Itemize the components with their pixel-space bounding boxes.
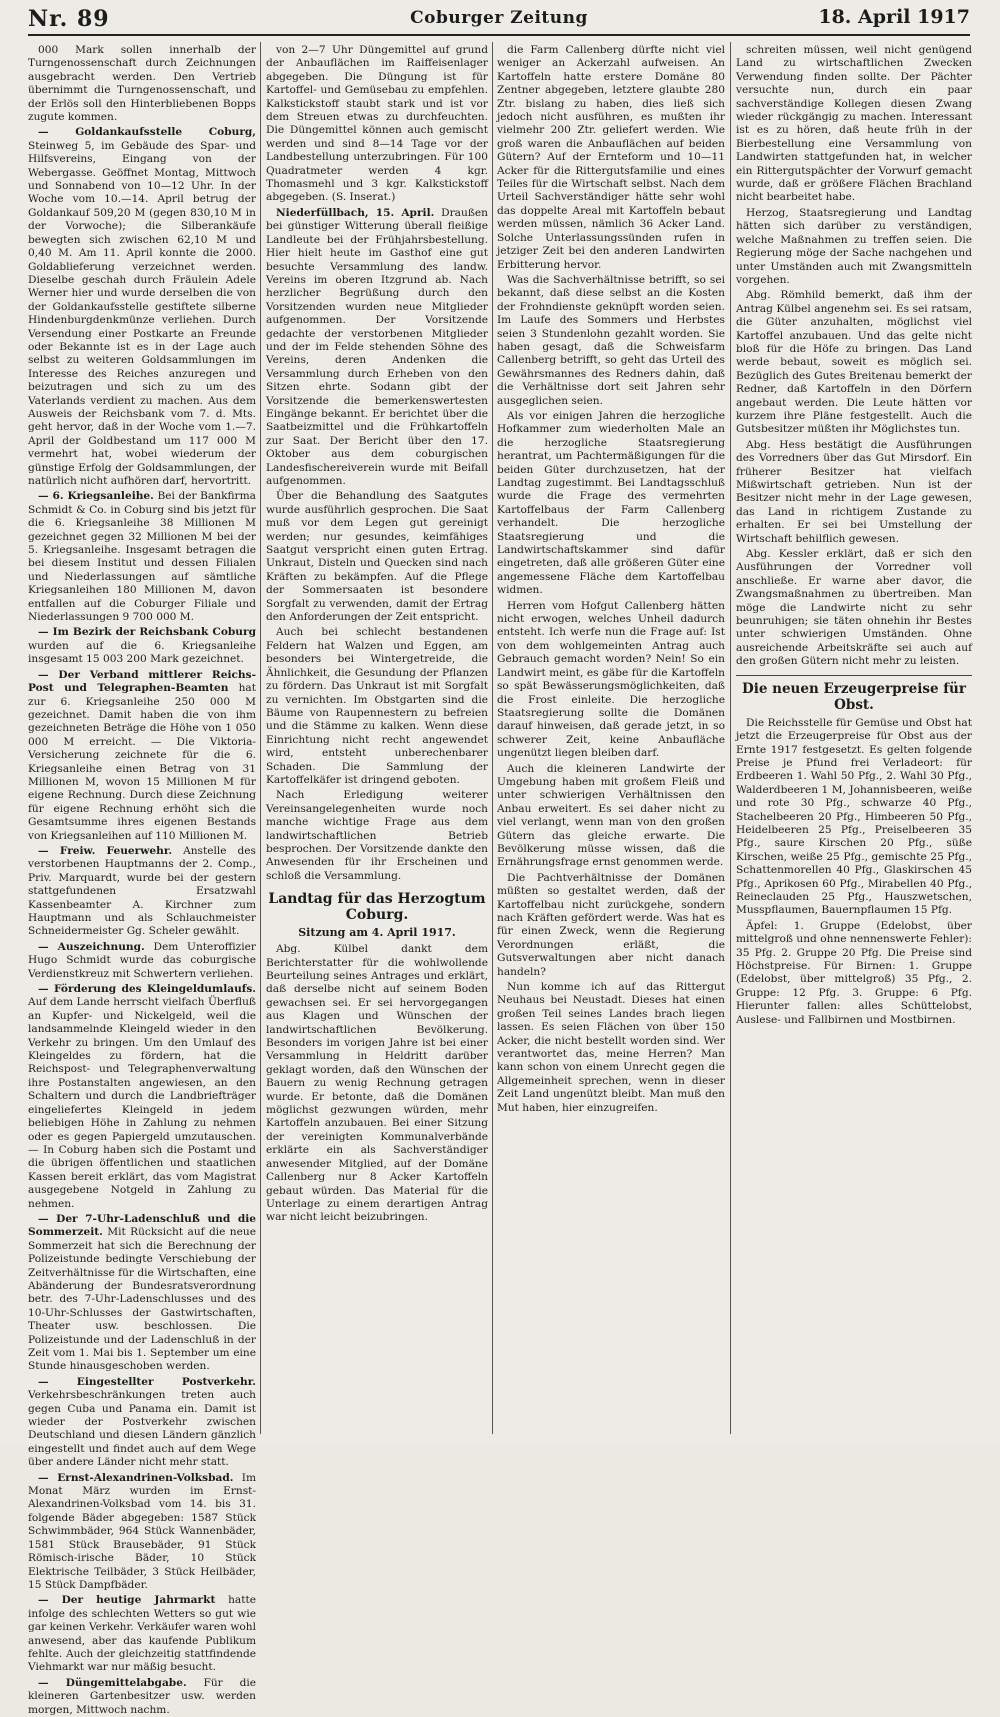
article-paragraph (266, 207, 488, 489)
article-text: Was die Sachverhältnisse betrifft, so sei bekannt, daß diese selbst an die Kosten der Frohndienste geknüpft worden seien. Im Laufe des Sommers und Herbstes seien 3 Stundenlohn gezahlt worden. Sie haben gesagt, daß die Schweisfarm Callenberg betrifft, so geht das Urteil des Gewährsmannes des Redners dahin, daß die Verhältnisse dort seit Jahren sehr ausgeglichen seien. (497, 273, 725, 407)
article-paragraph (497, 763, 725, 870)
masthead-rule (28, 34, 970, 36)
article-text: 000 Mark sollen innerhalb der Turngenossenschaft durch Zeichnungen ausgebracht werden. Den Vertrieb übernimmt die Turngenossenschaft, und der Erlös soll den Hinterbliebenen Bopps zugute kommen. (28, 44, 256, 124)
article-text: Abg. Kessler erklärt, daß er sich den Ausführungen der Vorredner voll anschließe. Er warne aber davor, die Zwangsmaßnahmen zu übertreiben. Man möge die Landwirte nicht zu sehr beunruhigen; sie täten ohnehin ihr Bestes unter schwierigen Umständen. Ohne ausreichende Arbeitskräfte sei auch auf den großen Gütern nicht mehr zu leisten. (736, 548, 972, 668)
article-paragraph (497, 872, 725, 979)
article-paragraph (28, 44, 256, 124)
newspaper-title: Coburger Zeitung (410, 8, 588, 28)
article-paragraph (28, 1594, 256, 1674)
article-heading: Niederfüllbach, 15. April. (276, 206, 435, 219)
article-heading: — Im Bezirk der Reichsbank Coburg (38, 626, 256, 639)
article-text: Herren vom Hofgut Callenberg hätten nicht erwogen, welches Unheil dadurch entsteht. Ich werfe nun die Frage auf: Ist von dem wohlgemeinten Antrag auch Gebrauch gemacht worden? Nein! So ein Landwirt meint, es gäbe für die Kartoffeln so spät Bewässerungsmöglichkeiten, daß die Frost einleite. Die herzogliche Staatsregierung sollte die Domänen darauf hinweisen, daß gerade jetzt, in so schwerer Zeit, keine Anbaufläche ungenützt liegen bleiben darf. (497, 599, 725, 760)
landtag-subheadline: Sitzung am 4. April 1917. (298, 926, 456, 940)
article-text: Auch bei schlecht bestandenen Feldern hat Walzen und Eggen, am besonders bei Wintergetreide, die Ähnlichkeit, die Gesundung der Pflanzen zu fördern. Das Unkraut ist mit Sorgfalt zu vernichten. Im Obstgarten sind die Bäume von Raupennestern zu befreien und die Stämme zu kalken. Wenn diese Einrichtung nicht recht angewendet wird, entsteht unberechenbarer Schaden. Die Sammlung der Kartoffelkäfer ist dringend geboten. (266, 626, 488, 786)
article-paragraph (28, 1376, 256, 1470)
column-3 (497, 44, 725, 1432)
article-text: Herzog, Staatsregierung und Landtag hätten sich darüber zu verständigen, welche Maßnahmen zu treffen seien. Die Regierung möge der Sache nachgehen und unter Umständen auch mit Zwangsmitteln vorgehen. (736, 206, 972, 286)
article-paragraph (736, 439, 972, 546)
article-text: Auch die kleineren Landwirte der Umgebung haben mit großem Fleiß und unter schwierigen Verhältnissen den Anbau erweitert. Es sei daher nicht zu viel verlangt, wenn man von den großen Gütern das gleiche erwarte. Die Bevölkerung müsse wissen, daß die Ernährungsfrage ernst genommen werde. (497, 762, 725, 869)
article-paragraph (28, 1677, 256, 1717)
article-text: Als vor einigen Jahren die herzogliche Hofkammer zum wiederholten Male an die herzogliche Staatsregierung herantrat, um Pachtermäßigungen für die beiden Güter durchzusetzen, hat der Landtag zugestimmt. Bei Landtagsschluß wurde die Frage des vermehrten Kartoffelbaus der Farm Callenberg verhandelt. Die herzogliche Staatsregierung und die Landwirtschaftskammer sind dafür eingetreten, daß alle größeren Güter eine angemessene Fläche dem Kartoffelbau widmen. (497, 409, 725, 597)
article-paragraph (736, 44, 972, 205)
article-heading: — 6. Kriegsanleihe. (38, 490, 154, 503)
article-paragraph (266, 943, 488, 1225)
column-divider (260, 42, 261, 1434)
article-text: hat zur 6. Kriegsanleihe 250 000 M gezeichnet. Damit haben die von ihm gezeichneten Beträge die Höhe von 1 050 000 M erreicht. — Die Viktoria-Versicherung zeichnete für die 6. Kriegsanleihe einen Betrag von 31 Millionen M, wovon 15 Millionen M für eigene Rechnung. Durch diese Zeichnung für eigene Rechnung erhöht sich die Gesamtsumme ihres eigenen Bestands von Kriegsanleihen auf 110 Millionen M. (28, 682, 256, 842)
issue-date: 18. April 1917 (818, 6, 970, 28)
article-text: schreiten müssen, weil nicht genügend Land zu wirtschaftlichen Zwecken Verwendung finden sollte. Der Pächter versuchte nun, durch ein paar sachverständige Kollegen diesen Zwang wieder rückgängig zu machen. Interessant ist es zu hören, daß heute früh in der Bierbestellung eine Versammlung von Landwirten stattgefunden hat, in welcher ein Rittergutspächter der Vorwurf gemacht wurde, daß er größere Flächen Brachland nicht bearbeitet habe. (736, 44, 972, 204)
article-paragraph (497, 274, 725, 408)
article-paragraph (736, 207, 972, 287)
article-heading: — Düngemittelabgabe. (38, 1676, 187, 1689)
column-4-articles (736, 44, 972, 669)
landtag-headline: Landtag für das Herzogtum Coburg. (268, 891, 486, 924)
article-text: Abg. Römhild bemerkt, daß ihm der Antrag Külbel angenehm sei. Es sei ratsam, die Güter anzuhalten, möglichst viel Kartoffel anzubauen. Und das gelte nicht bloß für die Höfe zu bringen. Das Land werde bebaut, soweit es möglich sei. Bezüglich des Gutes Breitenau bemerkt der Redner, daß Kartoffeln in den Dörfern angebaut werden. Die Leute hätten vor kurzem ihre Pläne festgestellt. Auch die Gutsbesitzer müßten ihr Möglichstes tun. (736, 289, 972, 436)
article-text: Für die kleineren Gartenbesitzer usw. werden morgen, Mittwoch nachm. (28, 1676, 257, 1716)
column-divider (730, 42, 731, 1434)
column-4 (736, 44, 972, 1432)
article-paragraph (28, 845, 256, 939)
article-heading: — Der Verband mittlerer Reichs-Post und Telegraphen-Beamten (28, 668, 256, 695)
article-paragraph (497, 44, 725, 272)
article-paragraph (497, 981, 725, 1115)
article-paragraph (266, 490, 488, 624)
article-paragraph (28, 941, 256, 981)
article-text: Abg. Hess bestätigt die Ausführungen des Vorredners über das Gut Mirsdorf. Ein früherer Besitzer hat vielfach Mißwirtschaft getrieben. Nun ist der Besitzer nicht mehr in der Lage gewesen, das Land in richtigem Zustande zu erhalten. Er sei bei Umstellung der Wirtschaft behilflich gewesen. (736, 438, 972, 545)
issue-number: Nr. 89 (28, 6, 110, 32)
article-paragraph (266, 44, 488, 205)
article-paragraph (28, 983, 256, 1211)
landtag-report (266, 943, 488, 1225)
article-heading: — Freiw. Feuerwehr. (38, 844, 173, 857)
article-heading: — Auszeichnung. (38, 940, 145, 953)
article-paragraph (28, 1472, 256, 1593)
article-text: Mit Rücksicht auf die neue Sommerzeit hat sich die Berechnung der Polizeistunde bedingte Verschiebung der Zeitverhältnisse für die Wirtschaften, eine Abänderung der Bundesratsverordnung betr. des 7-Uhr-Ladenschlusses und des 10-Uhr-Schlusses der Gastwirtschaften, Theater usw. beschlossen. Die Polizeistunde und der Ladenschluß in der Zeit vom 1. Mai bis 1. September um eine Stunde hinausgeschoben werden. (28, 1226, 256, 1373)
article-paragraph (736, 548, 972, 669)
article-text: Bei der Bankfirma Schmidt & Co. in Coburg sind bis jetzt für die 6. Kriegsanleihe 38 Millionen M gezeichnet gegen 32 Millionen M bei der 5. Kriegsanleihe. Insgesamt betragen die bei diesem Institut und dessen Filialen und Niederlassungen auf sämtliche Kriegsanleihen 180 Millionen M, davon entfallen auf die Coburger Filiale und Niederlassungen 9 700 000 M. (28, 490, 256, 624)
article-text: Verkehrsbeschränkungen treten auch gegen Cuba und Panama ein. Damit ist wieder der Postverkehr zwischen Deutschland und diesen Ländern gänzlich eingestellt und findet auch auf dem Wege über andere Länder nicht mehr statt. (28, 1389, 256, 1469)
article-text: Nach Erledigung weiterer Vereinsangelegenheiten wurde noch manche wichtige Frage aus dem landwirtschaftlichen Betrieb besprochen. Der Vorsitzende dankte den Anwesenden für ihr Erscheinen und schloß die Versammlung. (266, 789, 488, 882)
article-paragraph (28, 1213, 256, 1374)
column-2-articles (266, 44, 488, 883)
article-text: Die Reichsstelle für Gemüse und Obst hat jetzt die Erzeugerpreise für Obst aus der Ernte 1917 festgesetzt. Es gelten folgende Preise je Pfund frei Verladeort: für Erdbeeren 1. Wahl 50 Pfg., 2. Wahl 30 Pfg., Walderdbeeren 1 M, Johannisbeeren, weiße und rote 30 Pfg., schwarze 40 Pfg., Stachelbeeren 20 Pfg., Himbeeren 50 Pfg., Heidelbeeren 25 Pfg., Preiselbeeren 35 Pfg., saure Kirschen 20 Pfg., süße Kirschen, weiße 25 Pfg., gemischte 25 Pfg., Schattenmorellen 40 Pfg., Glaskirschen 45 Pfg., Aprikosen 60 Pfg., Mirabellen 40 Pfg., Reineclauden 25 Pfg., Hauszwetschen, Musspflaumen, Bauernpflaumen 15 Pfg. (736, 716, 972, 917)
article-text: Die Pachtverhältnisse der Domänen müßten so gestaltet werden, daß der Kartoffelbau nicht zurückgehe, sondern nach Kräften gefördert werde. Was hat es für einen Zweck, wenn die Regierung Verordnungen erläßt, die Gutsverwaltungen aber nicht danach handeln? (497, 871, 725, 978)
column-divider (492, 42, 493, 1434)
article-text: Steinweg 5, im Gebäude des Spar- und Hilfsvereins, Eingang von der Webergasse. Geöffnet Montag, Mittwoch und Sonnabend von 10—12 Uhr. In der Woche vom 10.—14. April betrug der Goldankauf 509,20 M (gegen 830,10 M in der Vorwoche); die Silberankäufe bewegten sich zwischen 62,10 M und 0,40 M. Am 11. April konnte die 2000. Goldablieferung verzeichnet werden. Dieselbe geschah durch Fräulein Adele Werner hier und wurde derselben die von der Goldankaufsstelle gestiftete silberne Hindenburgdenkmünze verliehen. Durch Versendung einer Postkarte an Freunde oder Bekannte ist es in der Lage auch selbst zu weiteren Goldsammlungen im Interesse des Reiches anzuregen und beizutragen und sich zu um des Vaterlands verdient zu machen. Aus dem Ausweis der Reichsbank vom 7. d. Mts. geht hervor, daß in der Woche vom 1.—7. April der Goldbestand um 117 000 M vermehrt hat, wobei wiederum der günstige Erfolg der Goldsammlungen, der natürlich nicht aufhören darf, hervortritt. (28, 139, 256, 487)
article-text: hatte infolge des schlechten Wetters so gut wie gar keinen Verkehr. Verkäufer waren wohl anwesend, aber das kaufende Publikum fehlte. Auch der gleichzeitig stattfindende Viehmarkt war nur mäßig besucht. (28, 1594, 256, 1674)
article-heading: — Förderung des Kleingeldumlaufs. (38, 983, 256, 996)
article-paragraph (736, 717, 972, 918)
article-text: Äpfel: 1. Gruppe (Edelobst, über mittelgroß und ohne nennenswerte Fehler): 35 Pfg. 2. Gruppe 20 Pfg. Die Preise sind Höchstpreise. Für Birnen: 1. Gruppe (Edelobst, über mittelgroß) 35 Pfg., 2. Gruppe: 12 Pfg. 3. Gruppe: 6 Pfg. Hierunter fallen: alles Schüttelobst, Auslese- und Fallbirnen und Mostbirnen. (736, 919, 972, 1026)
article-text: Auf dem Lande herrscht vielfach Überfluß an Kupfer- und Nickelgeld, weil die landsammelnde Kleingeld wieder in den Verkehr zu bringen. Um den Umlauf des Kleingeldes zu fördern, hat die Reichspost- und Telegraphenverwaltung ihre Postanstalten angewiesen, an den Schaltern und durch die Landbriefträger eingeliefertes Kleingeld in jedem beliebigen Höhe in Zahlung zu nehmen oder es gegen Papiergeld umzutauschen. — In Coburg haben sich die Postamt und die übrigen öffentlichen und staatlichen Kassen bereit erklärt, das vom Magistrat ausgegebene Notgeld in Zahlung zu nehmen. (28, 996, 256, 1210)
article-heading: — Eingestellter Postverkehr. (38, 1375, 256, 1388)
erzeugerpreise-headline: Die neuen Erzeugerpreise für Obst. (736, 675, 972, 713)
article-paragraph (266, 626, 488, 787)
article-paragraph (497, 600, 725, 761)
article-heading: — Ernst-Alexandrinen-Volksbad. (38, 1471, 234, 1484)
article-heading: — Goldankaufsstelle Coburg, (38, 126, 256, 139)
article-paragraph (28, 626, 256, 666)
masthead (28, 0, 970, 30)
article-paragraph (736, 920, 972, 1027)
article-paragraph (28, 669, 256, 843)
article-paragraph (28, 126, 256, 488)
article-text: Im Monat März wurden im Ernst-Alexandrinen-Volksbad vom 14. bis 31. folgende Bäder abgegeben: 1587 Stück Schwimmbäder, 964 Stück Wannenbäder, 1581 Stück Brausebäder, 91 Stück Römisch-irische Bäder, 10 Stück Elektrische Teilbäder, 3 Stück Heilbäder, 15 Stück Dampfbäder. (28, 1471, 256, 1591)
column-1 (28, 44, 257, 1716)
article-paragraph (28, 490, 256, 624)
article-text: die Farm Callenberg dürfte nicht viel weniger an Ackerzahl aufweisen. An Kartoffeln hatte erstere Domäne 80 Zentner abgegeben, letztere glaubte 280 Ztr. bislang zu haben, dies ließ sich jedoch nicht ausführen, es mußten ihr vielmehr 200 Ztr. geliefert werden. Wie groß waren die Anbauflächen auf beiden Gütern? Auf der Ernteform und 10—11 Acker für die Rittergutsfamilie und eines Teiles für die Wirtschaft selbst. Nach dem Urteil Sachverständiger hätte sehr wohl das doppelte Areal mit Kartoffeln bebaut werden müssen, nämlich 36 Acker Land. Solche Unterlassungssünden rufen in jetziger Zeit bei den anderen Landwirten Erbitterung hervor. (497, 44, 725, 271)
article-text: Dem Unteroffizier Hugo Schmidt wurde das coburgische Verdienstkreuz mit Schwertern verliehen. (28, 940, 256, 980)
article-paragraph (736, 289, 972, 436)
article-text: Abg. Külbel dankt dem Berichterstatter für die wohlwollende Beurteilung seines Antrages und erklärt, daß derselbe nicht auf seinem Boden gewachsen sei. Er sei hervorgegangen aus Klagen und Wünschen der landwirtschaftlichen Bevölkerung. Besonders im vorigen Jahre ist bei einer Versammlung in Heldritt darüber geklagt worden, daß den Wünschen der Bauern zu wenig Rechnung getragen wurde. Er betonte, daß die Domänen möglichst gezwungen würden, mehr Kartoffeln anzubauen. Bei einer Sitzung der vereinigten Kommunalverbände erklärte ein als Sachverständiger anwesender Mitglied, auf der Domäne Callenberg nur 8 Acker Kartoffeln gebaut würden. Das Material für die Unterlage zu einem derartigen Antrag war nicht leicht beizubringen. (266, 943, 488, 1224)
article-heading: — Der 7-Uhr-Ladenschluß und die Sommerzeit. (28, 1212, 256, 1239)
article-text: wurden auf die 6. Kriegsanleihe insgesamt 15 003 200 Mark gezeichnet. (28, 639, 256, 666)
article-text: von 2—7 Uhr Düngemittel auf grund der Anbauflächen im Raiffeisenlager abgegeben. Die Düngung ist für Kartoffel- und Gemüsebau zu empfehlen. Kalkstickstoff staubt stark und ist vor dem Streuen etwas zu durchfeuchten. Die Düngemittel können auch gemischt werden und sind 8—14 Tage vor der Landbestellung unterzubringen. Für 100 Quadratmeter werden 4 kgr. Thomasmehl und 3 kgr. Kalkstickstoff abgegeben. (S. Inserat.) (266, 44, 488, 204)
article-heading: — Der heutige Jahrmarkt (38, 1594, 216, 1607)
article-paragraph (497, 410, 725, 598)
article-text: Über die Behandlung des Saatgutes wurde ausführlich gesprochen. Die Saat muß vor dem Legen gut gereinigt werden; nur gesundes, keimfähiges Saatgut verspricht einen guten Ertrag. Unkraut, Disteln und Quecken sind nach Kräften zu bekämpfen. Auf die Pflege der Sommersaaten ist besondere Sorgfalt zu verwenden, damit der Ertrag den Anforderungen der Zeit entspricht. (266, 490, 488, 624)
column-2 (266, 44, 488, 1432)
article-text: Draußen bei günstiger Witterung überall fleißige Landleute bei der Frühjahrsbestellung. Hier hielt heute im Gasthof eine gut besuchte Versammlung des landw. Vereins im oberen Itzgrund ab. Nach herzlicher Begrüßung durch den Vorsitzenden wurden neue Mitglieder aufgenommen. Der Vorsitzende gedachte der verstorbenen Mitglieder und der im Felde stehenden Söhne des Vereins, deren Andenken die Versammlung durch Erheben von den Sitzen ehrte. Sodann gibt der Vorsitzende die bemerkenswertesten Eingänge bekannt. Er berichtet über die Saatbeizmittel und die Frühkartoffeln zur Saat. Der Bericht über den 17. Oktober aus dem coburgischen Landesfischereiverein wurde mit Beifall aufgenommen. (266, 206, 488, 487)
article-paragraph (266, 789, 488, 883)
erzeugerpreise-article (736, 717, 972, 1027)
article-text: Anstelle des verstorbenen Hauptmanns der 2. Comp., Priv. Marquardt, wurde bei der gestern stattgefundenen Ersatzwahl Kassenbeamter A. Kirchner zum Hauptmann und als Schlauchmeister Schneidermeister Gg. Scheler gewählt. (28, 844, 256, 938)
article-text: Nun komme ich auf das Rittergut Neuhaus bei Neustadt. Dieses hat einen großen Teil seines Landes brach liegen lassen. Es seien Flächen von über 150 Acker, die nicht bestellt worden sind. Wer verantwortet das, meine Herren? Man kann schon von einem Unrecht gegen die Allgemeinheit sprechen, wenn in dieser Zeit Land ungenützt bleibt. Man muß den Mut haben, hier einzugreifen. (497, 981, 725, 1114)
